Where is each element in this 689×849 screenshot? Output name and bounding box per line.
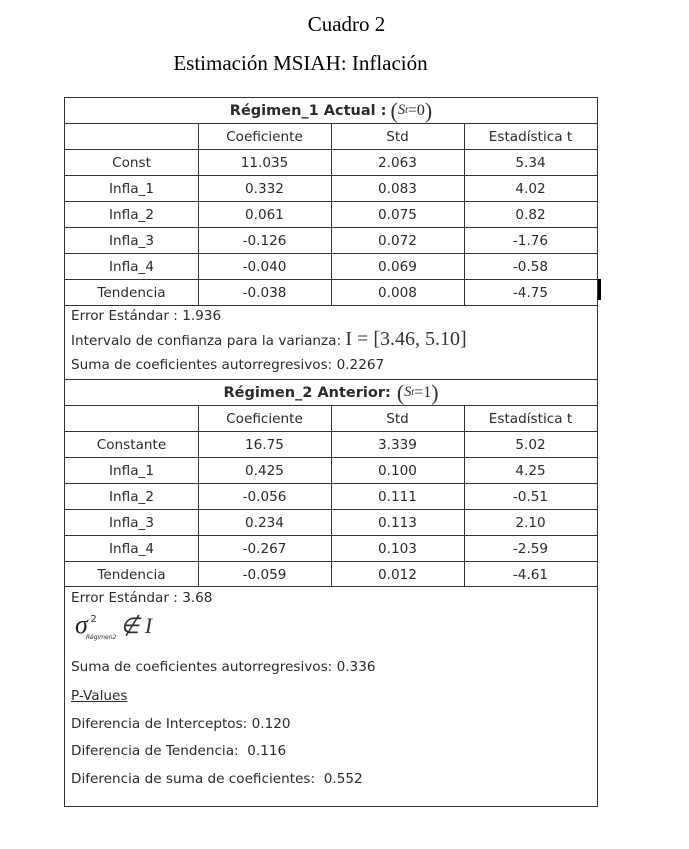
regime2-ar-sum: Suma de coeficientes autorregresivos: 0.336 bbox=[71, 659, 376, 675]
coeficiente-value: -0.267 bbox=[242, 541, 287, 557]
column-divider bbox=[464, 405, 465, 586]
t-stat-value: 4.25 bbox=[515, 463, 546, 479]
pvalue-trend-value: 0.116 bbox=[247, 743, 287, 759]
regime2-variance-relation bbox=[75, 610, 152, 641]
coeficiente-value: 0.234 bbox=[245, 515, 284, 531]
coeficiente-value: -0.038 bbox=[242, 285, 287, 301]
t-stat-value: -2.59 bbox=[512, 541, 549, 557]
regime2-std-error-value: 3.68 bbox=[182, 590, 213, 606]
header-std: Std bbox=[386, 410, 409, 427]
std-value: 0.111 bbox=[378, 489, 417, 505]
std-value: 0.113 bbox=[378, 515, 417, 531]
regime1-std-error: Error Estándar : 1.936 bbox=[71, 308, 222, 324]
header-coeficiente: Coeficiente bbox=[226, 128, 303, 145]
edge-mark bbox=[598, 279, 601, 300]
coeficiente-value: -0.056 bbox=[242, 489, 287, 505]
std-value: 0.100 bbox=[378, 463, 417, 479]
row-label: Infla_2 bbox=[109, 207, 154, 223]
row-label: Constante bbox=[96, 437, 167, 453]
std-value: 0.075 bbox=[378, 207, 417, 223]
header-cell bbox=[65, 406, 198, 431]
row-label: Infla_3 bbox=[109, 233, 154, 249]
std-value: 0.008 bbox=[378, 285, 417, 301]
pvalue-coef-sum-value: 0.552 bbox=[323, 771, 363, 787]
header-std: Std bbox=[386, 128, 409, 145]
column-divider bbox=[464, 123, 465, 305]
coeficiente-value: 0.425 bbox=[245, 463, 284, 479]
row-label: Infla_4 bbox=[109, 541, 154, 557]
t-stat-value: -0.58 bbox=[512, 259, 549, 275]
column-divider bbox=[198, 123, 199, 305]
std-value: 0.072 bbox=[378, 233, 417, 249]
coeficiente-value: 0.061 bbox=[245, 207, 284, 223]
column-divider bbox=[198, 405, 199, 586]
not-element-of-relation: ∉ I bbox=[114, 613, 153, 638]
header-t-stat: Estadística t bbox=[488, 128, 573, 145]
table-caption-title: Estimación MSIAH: Inflación bbox=[173, 51, 428, 75]
std-value: 0.103 bbox=[378, 541, 417, 557]
regime1-std-error-value: 1.936 bbox=[182, 308, 222, 324]
header-cell bbox=[65, 124, 198, 149]
t-stat-value: -0.51 bbox=[512, 489, 549, 505]
t-stat-value: 5.34 bbox=[515, 155, 546, 171]
t-stat-value: -4.75 bbox=[512, 285, 549, 301]
table-caption-number: Cuadro 2 bbox=[307, 12, 386, 36]
row-label: Infla_1 bbox=[109, 181, 154, 197]
sigma-subscript: Régimen2 bbox=[85, 634, 117, 641]
std-value: 0.083 bbox=[378, 181, 417, 197]
regime2-state-subscript: t bbox=[411, 387, 415, 398]
pvalues-heading: P-Values bbox=[71, 688, 128, 704]
t-stat-value: 4.02 bbox=[515, 181, 546, 197]
pvalue-intercepts-value: 0.120 bbox=[251, 716, 291, 732]
t-stat-value: 0.82 bbox=[515, 207, 546, 223]
regime1-ar-sum: Suma de coeficientes autorregresivos: 0.2267 bbox=[71, 357, 385, 373]
coeficiente-value: 16.75 bbox=[245, 437, 284, 453]
divider bbox=[65, 305, 597, 306]
sigma-symbol: σ bbox=[75, 610, 88, 639]
row-label: Infla_1 bbox=[109, 463, 154, 479]
t-stat-value: -1.76 bbox=[512, 233, 549, 249]
coeficiente-value: 11.035 bbox=[240, 155, 289, 171]
regime2-ar-sum-value: 0.336 bbox=[336, 659, 376, 675]
header-coeficiente: Coeficiente bbox=[226, 410, 303, 427]
regime1-state-symbol: S bbox=[397, 102, 406, 118]
pvalue-trend: Diferencia de Tendencia: 0.116 bbox=[71, 743, 287, 759]
pvalue-intercepts: Diferencia de Interceptos: 0.120 bbox=[71, 716, 291, 732]
regime1-ar-sum-value: 0.2267 bbox=[336, 357, 385, 373]
std-value: 0.012 bbox=[378, 567, 417, 583]
pvalue-coef-sum: Diferencia de suma de coeficientes: 0.552 bbox=[71, 771, 363, 787]
row-label: Tendencia bbox=[97, 567, 166, 583]
coeficiente-value: -0.126 bbox=[242, 233, 287, 249]
std-value: 3.339 bbox=[378, 437, 417, 453]
regime1-title: Régimen_1 Actual : bbox=[229, 102, 387, 119]
row-label: Const bbox=[112, 155, 151, 171]
sigma-superscript: 2 bbox=[90, 614, 97, 625]
t-stat-value: -4.61 bbox=[512, 567, 549, 583]
column-divider bbox=[331, 123, 332, 305]
row-label: Infla_4 bbox=[109, 259, 154, 275]
column-divider bbox=[331, 405, 332, 586]
row-label: Infla_2 bbox=[109, 489, 154, 505]
regime2-state-value: =1 bbox=[414, 383, 432, 401]
std-value: 0.069 bbox=[378, 259, 417, 275]
regime1-confidence-interval: Intervalo de confianza para la varianza: I = [3.46, 5.10] bbox=[71, 328, 467, 350]
regime2-title: Régimen_2 Anterior: bbox=[223, 384, 391, 401]
confidence-interval-math: I = [3.46, 5.10] bbox=[345, 328, 467, 350]
header-t-stat: Estadística t bbox=[488, 410, 573, 427]
coeficiente-value: -0.040 bbox=[242, 259, 287, 275]
divider bbox=[65, 586, 597, 587]
regime1-state-value: =0 bbox=[407, 101, 425, 119]
row-label: Tendencia bbox=[97, 285, 166, 301]
t-stat-value: 5.02 bbox=[515, 437, 546, 453]
std-value: 2.063 bbox=[378, 155, 417, 171]
row-label: Infla_3 bbox=[109, 515, 154, 531]
results-table bbox=[64, 97, 598, 807]
regime2-title-row: Régimen_2 Anterior: ( S t =1 ) bbox=[223, 379, 439, 405]
coeficiente-value: -0.059 bbox=[242, 567, 287, 583]
coeficiente-value: 0.332 bbox=[245, 181, 284, 197]
regime2-state-symbol: S bbox=[404, 384, 412, 400]
regime2-std-error: Error Estándar : 3.68 bbox=[71, 590, 213, 606]
regime1-title-row: Régimen_1 Actual : ( S t =0 ) bbox=[229, 97, 433, 123]
t-stat-value: 2.10 bbox=[515, 515, 546, 531]
regime1-state-subscript: t bbox=[405, 105, 408, 116]
